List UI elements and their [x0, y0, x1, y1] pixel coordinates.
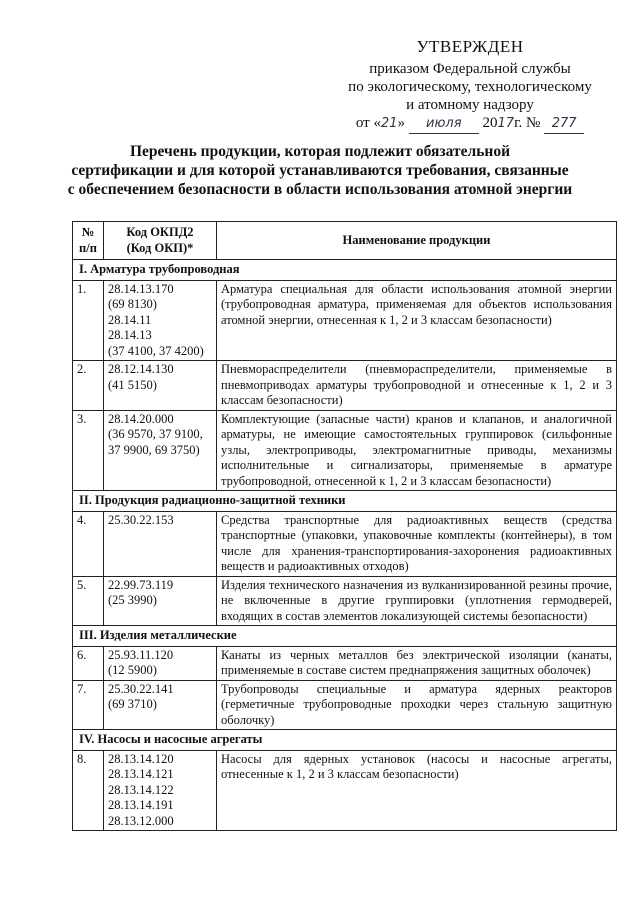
product-name: Средства транспортные для радиоактивных веществ (средства транспортные (упаковки, упаковочные комплекты (контейнеры), в том числе для хранения-транспортирования-захоронения радиоактивных веществ и радиоактивных отходов) — [217, 511, 617, 576]
product-code: (12 5900) — [108, 663, 157, 677]
product-code: (69 8130) — [108, 297, 157, 311]
section-row — [73, 626, 617, 647]
section-title: III. Изделия металлические — [73, 626, 617, 647]
row-codes — [104, 750, 217, 831]
section-title: IV. Насосы и насосные агрегаты — [73, 730, 617, 751]
product-code: (36 9570, 37 9100, — [108, 427, 203, 441]
row-number: 3. — [73, 410, 104, 491]
row-codes — [104, 280, 217, 361]
table-row — [73, 280, 617, 361]
date-month: июля — [409, 115, 479, 134]
row-codes — [104, 680, 217, 730]
approval-date-line — [330, 114, 610, 134]
table-row — [73, 410, 617, 491]
product-code: 28.12.14.130 — [108, 362, 174, 376]
product-code: 22.99.73.119 — [108, 577, 174, 592]
header-code-line-1: Код ОКПД2 — [126, 225, 194, 239]
product-code: 28.14.20.000 — [108, 411, 174, 426]
product-code: 28.13.14.122 — [108, 782, 174, 797]
title-line-1: Перечень продукции, которая подлежит обязательной — [129, 143, 511, 160]
product-code: 37 9900, 69 3750) — [108, 442, 200, 457]
date-mid: » — [397, 115, 406, 131]
section-row — [73, 730, 617, 751]
date-year-suffix: 17 — [497, 116, 515, 131]
header-num-line-2: п/п — [79, 240, 97, 255]
section-row — [73, 491, 617, 512]
table-row — [73, 680, 617, 730]
approval-heading: УТВЕРЖДЕН — [416, 37, 524, 56]
row-codes — [104, 646, 217, 680]
row-number: 1. — [73, 280, 104, 361]
table-row — [73, 361, 617, 411]
row-number: 4. — [73, 511, 104, 576]
table-row — [73, 511, 617, 576]
section-title: II. Продукция радиационно-защитной техники — [73, 491, 617, 512]
product-code: (69 3710) — [108, 697, 157, 711]
table-body — [73, 260, 617, 831]
section-row — [73, 260, 617, 281]
product-code: 25.30.22.153 — [108, 512, 174, 527]
header-num — [73, 222, 104, 260]
products-table — [72, 221, 617, 831]
product-name: Трубопроводы специальные и арматура ядерных реакторов (герметичные трубопроводные проходки через стальную защитную оболочку) — [217, 680, 617, 730]
product-code: (37 4100, 37 4200) — [108, 343, 204, 358]
row-codes — [104, 576, 217, 626]
date-day: 21 — [380, 116, 398, 131]
header-name: Наименование продукции — [217, 222, 617, 260]
title-line-3: с обеспечением безопасности в области использования атомной энергии — [67, 181, 573, 198]
product-code: (41 5150) — [108, 377, 157, 392]
approval-block — [330, 38, 610, 134]
product-code: 25.30.22.141 — [108, 681, 174, 696]
header-code-line-2: (Код ОКП)* — [126, 240, 194, 255]
date-year-prefix: 20 — [482, 115, 498, 131]
product-code: 28.13.14.121 — [108, 767, 174, 781]
row-number: 8. — [73, 750, 104, 831]
product-name: Пневмораспределители (пневмораспределители, применяемые в пневмоприводах арматуры трубопроводной и отнесенные к 1, 2 и 3 классам безопасности) — [217, 361, 617, 411]
product-code: 25.93.11.120 — [108, 647, 174, 662]
document-title — [40, 142, 600, 199]
product-name: Арматура специальная для области использования атомной энергии (трубопроводная арматура, применяемая для объектов использования атомной энергии, отнесенная к 1, 2 и 3 классам безопасности) — [217, 280, 617, 361]
title-line-2: сертификации и для которой устанавливаются требования, связанные — [71, 162, 569, 179]
product-name: Канаты из черных металлов без электрической изоляции (канаты, применяемые в составе систем преднапряжения защитных оболочек) — [217, 646, 617, 680]
date-year-after: г. № — [514, 115, 541, 131]
product-name: Насосы для ядерных установок (насосы и насосные агрегаты, отнесенные к 1, 2 и 3 классам безопасности) — [217, 750, 617, 831]
table-row — [73, 750, 617, 831]
row-codes — [104, 410, 217, 491]
row-number: 6. — [73, 646, 104, 680]
product-code: 28.13.14.120 — [108, 751, 174, 766]
product-code: 28.13.12.000 — [108, 813, 174, 828]
product-code: (25 3990) — [108, 593, 157, 607]
approval-line-2: по экологическому, технологическому — [348, 79, 592, 95]
row-number: 5. — [73, 576, 104, 626]
table-row — [73, 646, 617, 680]
header-num-line-1: № — [81, 225, 95, 239]
header-code — [104, 222, 217, 260]
row-codes — [104, 511, 217, 576]
section-title: I. Арматура трубопроводная — [73, 260, 617, 281]
approval-line-3: и атомному надзору — [406, 97, 534, 113]
order-number: 277 — [544, 115, 584, 134]
approval-line-1: приказом Федеральной службы — [369, 61, 571, 77]
date-prefix: от « — [355, 115, 381, 131]
product-name: Изделия технического назначения из вулканизированной резины прочие, не включенные в другие группировки (уплотнения гермодверей, входящих в состав элементов локализующей системы безопасности) — [217, 576, 617, 626]
product-name: Комплектующие (запасные части) кранов и клапанов, и аналогичной арматуры, не имеющие самостоятельных группировок (сильфонные узлы, электроприводы, электромагнитные приводы, механизмы исполнительные и сигнализаторы, применяемые в арматуре трубопроводной, отнесенной к 1, 2 и 3 классам безопасности) — [217, 410, 617, 491]
table-header-row — [73, 222, 617, 260]
row-number: 7. — [73, 680, 104, 730]
row-codes — [104, 361, 217, 411]
product-code: 28.14.13.170 — [108, 281, 174, 296]
product-code: 28.13.14.191 — [108, 798, 174, 812]
product-code: 28.14.13 — [108, 328, 152, 342]
product-code: 28.14.11 — [108, 312, 152, 327]
table-row — [73, 576, 617, 626]
row-number: 2. — [73, 361, 104, 411]
